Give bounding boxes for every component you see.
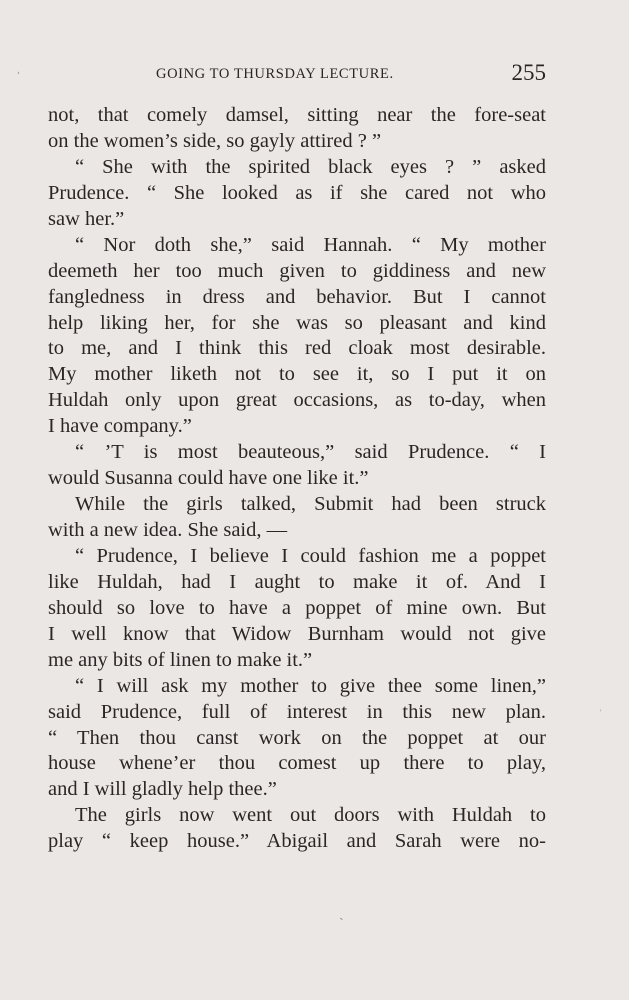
text-line: deemeth her too much given to giddiness and new	[48, 259, 546, 282]
text-line: “ I will ask my mother to give thee some linen,”	[75, 674, 546, 697]
text-line: Huldah only upon great occasions, as to-day, when	[48, 389, 546, 412]
margin-mark: ˎ	[339, 906, 344, 921]
text-line: I have company.”	[48, 415, 192, 438]
text-line: saw her.”	[48, 207, 125, 230]
text-line: fangledness in dress and behavior. But I cannot	[48, 285, 546, 308]
text-line: While the girls talked, Submit had been struck	[75, 493, 546, 516]
text-line: should so love to have a poppet of mine own. But	[48, 596, 546, 619]
text-line: said Prudence, full of interest in this new plan.	[48, 700, 546, 723]
text-line: “ She with the spirited black eyes ? ” asked	[75, 155, 546, 178]
text-line: not, that comely damsel, sitting near the fore-seat	[48, 104, 546, 126]
text-line: “ ’T is most beauteous,” said Prudence. “ I	[75, 441, 546, 464]
running-head	[48, 62, 546, 92]
text-line: house whene’er thou comest up there to play,	[48, 752, 546, 775]
margin-mark: ˈ	[598, 708, 603, 723]
text-line: I well know that Widow Burnham would not give	[48, 622, 546, 645]
text-line: with a new idea. She said, —	[48, 519, 288, 541]
text-line: help liking her, for she was so pleasant and kind	[48, 311, 546, 334]
text-line: “ Prudence, I believe I could fashion me a poppet	[75, 544, 546, 567]
text-line: My mother liketh not to see it, so I put it on	[48, 363, 546, 386]
text-line: and I will gladly help thee.”	[48, 778, 277, 801]
text-line: Prudence. “ She looked as if she cared not who	[48, 181, 546, 204]
margin-mark: ˌ	[16, 60, 21, 75]
text-line: would Susanna could have one like it.”	[48, 467, 369, 490]
running-head-title: GOING TO THURSDAY LECTURE.	[156, 66, 394, 82]
text-line: to me, and I think this red cloak most desirable.	[48, 337, 546, 360]
text-line: The girls now went out doors with Huldah to	[75, 804, 546, 827]
page-number: 255	[511, 60, 546, 85]
text-line: play “ keep house.” Abigail and Sarah were no-	[48, 830, 546, 853]
text-line: “ Nor doth she,” said Hannah. “ My mother	[75, 233, 546, 256]
text-line: on the women’s side, so gayly attired ? ”	[48, 129, 382, 152]
text-line: like Huldah, had I aught to make it of. And I	[48, 570, 546, 593]
text-line: “ Then thou canst work on the poppet at our	[48, 726, 546, 749]
body-text	[48, 103, 546, 855]
text-line: me any bits of linen to make it.”	[48, 648, 313, 671]
